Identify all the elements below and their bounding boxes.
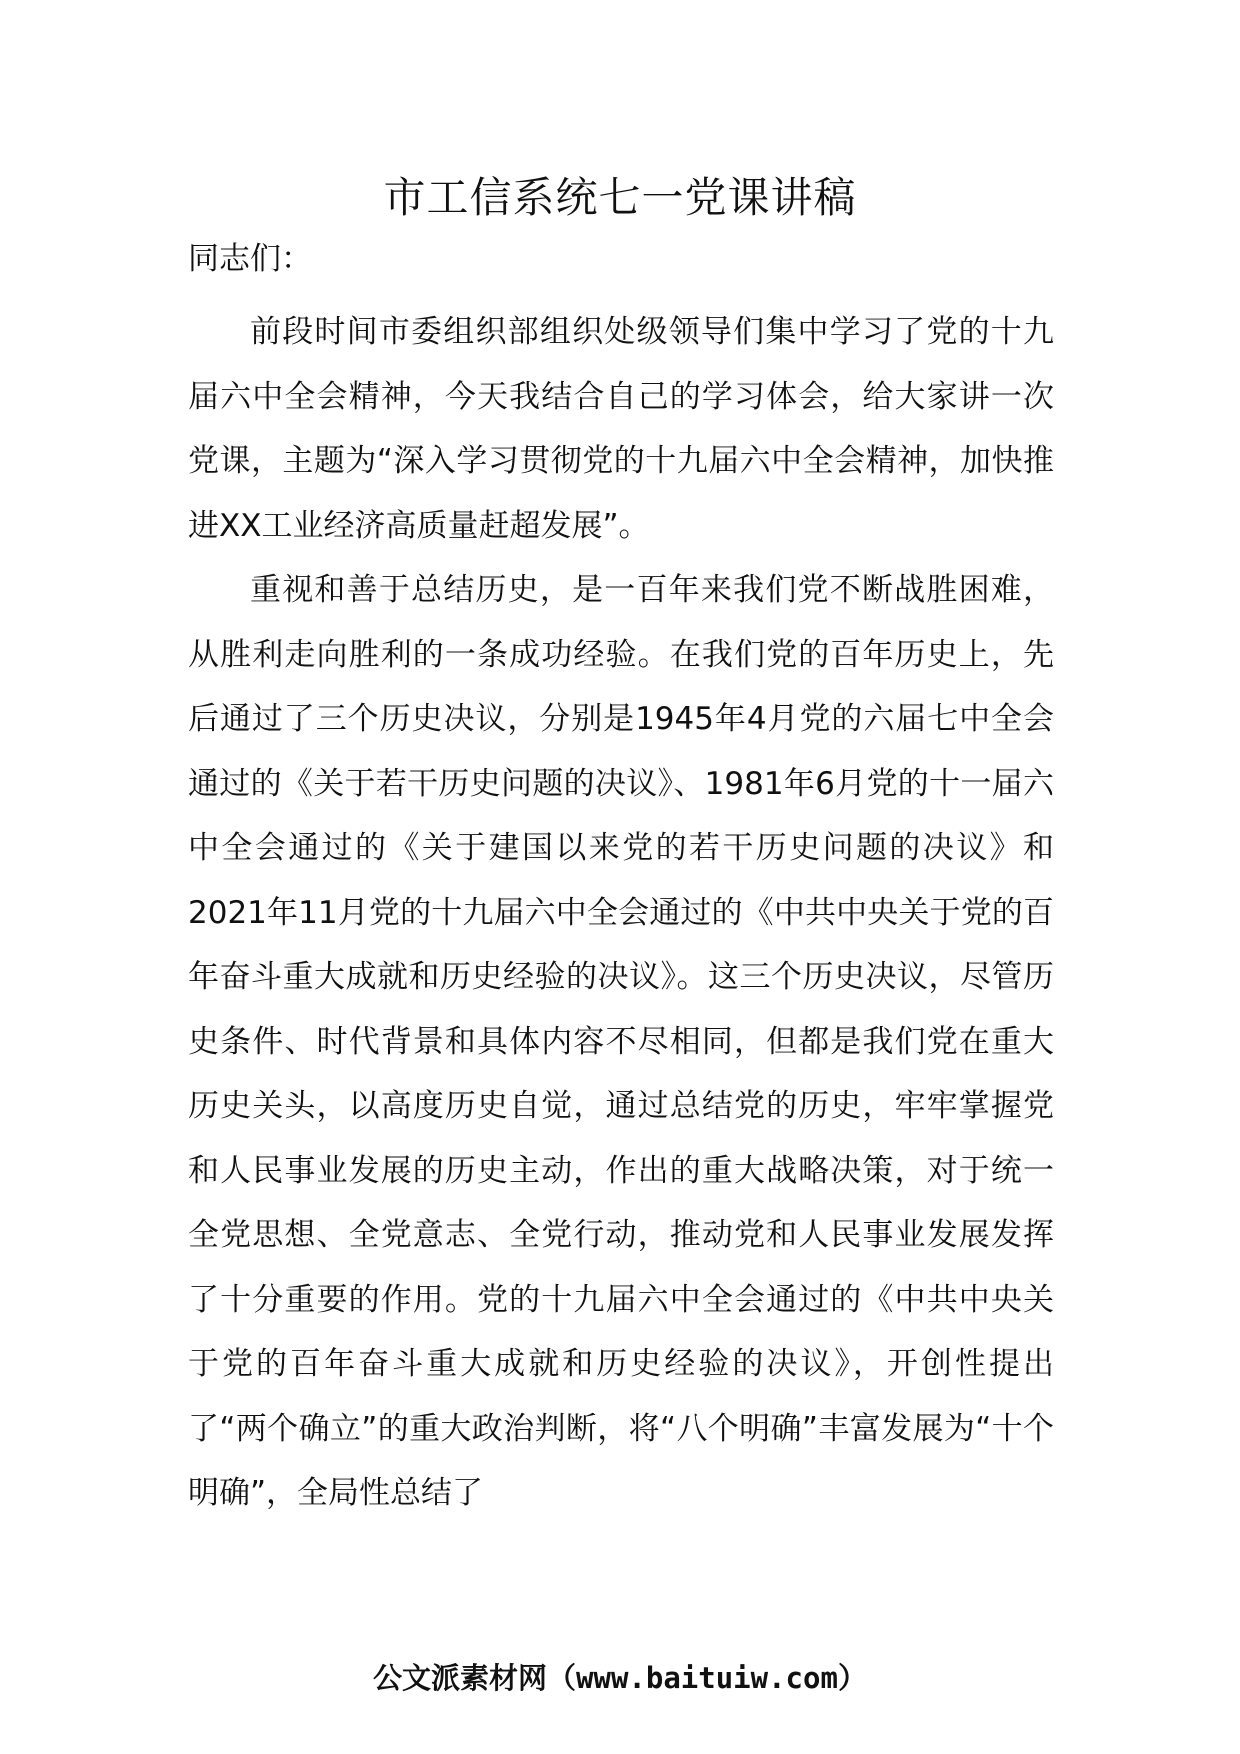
- salutation: 同志们：: [188, 241, 312, 277]
- footer-site-name: 公文派素材网: [373, 1661, 548, 1695]
- page-title: 市工信系统七一党课讲稿: [383, 173, 857, 222]
- footer-url[interactable]: www.baituiw.com: [576, 1661, 838, 1695]
- footer-close-paren: ）: [837, 1661, 867, 1695]
- source-footer: [0, 1656, 1240, 1700]
- document-body: [188, 300, 1054, 1526]
- paragraph-1: 前段时间市委组织部组织处级领导们集中学习了党的十九届六中全会精神，今天我结合自己的学习体会，给大家讲一次党课，主题为“深入学习贯彻党的十九届六中全会精神，加快推进XX工业经济高质量赶超发展”。: [188, 314, 1054, 544]
- paragraph-2: 重视和善于总结历史，是一百年来我们党不断战胜困难，从胜利走向胜利的一条成功经验。在我们党的百年历史上，先后通过了三个历史决议，分别是1945年4月党的六届七中全会通过的《关于若干历史问题的决议》、1981年6月党的十一届六中全会通过的《关于建国以来党的若干历史问题的决议》和2021年11月党的十九届六中全会通过的《中共中央关于党的百年奋斗重大成就和历史经验的决议》。这三个历史决议，尽管历史条件、时代背景和具体内容不尽相同，但都是我们党在重大历史关头，以高度历史自觉，通过总结党的历史，牢牢掌握党和人民事业发展的历史主动，作出的重大战略决策，对于统一全党思想、全党意志、全党行动，推动党和人民事业发展发挥了十分重要的作用。党的十九届六中全会通过的《中共中央关于党的百年奋斗重大成就和历史经验的决议》，开创性提出了“两个确立”的重大政治判断，将“八个明确”丰富发展为“十个明确”，全局性总结了: [188, 572, 1054, 1511]
- footer-open-paren: （: [547, 1661, 577, 1695]
